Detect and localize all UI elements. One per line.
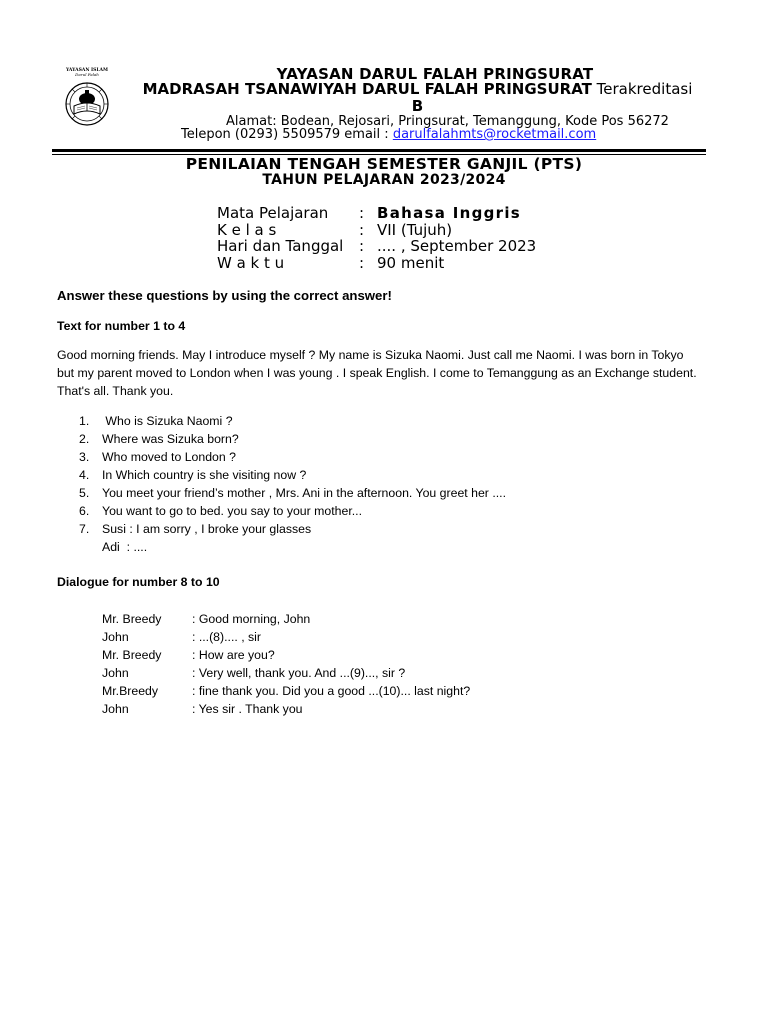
dialogue-line: : Good morning, John [192,612,311,626]
exam-year: TAHUN PELAJARAN 2023/2024 [262,172,506,188]
paragraph-line: Good morning friends. May I introduce myself ? My name is Sizuka Naomi. Just call me Naomi. I was born in Tokyo [57,348,684,362]
paragraph-line: That's all. Thank you. [57,384,174,398]
question-item [57,412,506,430]
dialogue-speaker: John [102,666,129,680]
dialogue-row [102,646,470,664]
school-name: MADRASAH TSANAWIYAH DARUL FALAH PRINGSURAT [142,80,592,98]
info-row-date [217,238,536,255]
dialogue-speaker: John [102,630,129,644]
dialogue-line: : Very well, thank you. And ...(9)..., sir ? [192,666,406,680]
foundation-name: YAYASAN DARUL FALAH PRINGSURAT [276,65,594,83]
question-item [57,448,506,466]
logo-top-text: YAYASAN ISLAM [65,68,109,73]
question-item [57,502,506,520]
question-text: Who is Sizuka Naomi ? [102,414,233,428]
question-number [57,538,102,556]
question-text: Where was Sizuka born? [102,432,239,446]
question-item [57,466,506,484]
dialogue-line: : fine thank you. Did you a good ...(10)... last night? [192,684,471,698]
info-value: 90 menit [377,253,445,272]
info-label: K e l a s [217,220,277,239]
question-list [57,412,506,556]
question-number: 1. [79,414,90,428]
question-number: 5. [79,486,90,500]
info-row-subject [217,205,536,222]
info-sep: : [359,237,365,255]
dialogue-row [102,682,470,700]
question-item [57,520,506,538]
dialogue-speaker: Mr.Breedy [102,684,159,698]
dialogue-row [102,628,470,646]
instruction: Answer these questions by using the correct answer! [57,288,392,303]
info-label: Hari dan Tanggal [217,237,344,255]
accreditation-word: Terakreditasi [596,80,693,98]
info-value: VII (Tujuh) [377,220,453,239]
reading-paragraph [57,346,717,400]
school-address: Alamat: Bodean, Rejosari, Pringsurat, Temanggung, Kode Pos 56272 [226,114,669,129]
school-name-line [120,81,715,115]
question-number: 6. [79,504,90,518]
exam-title: PENILAIAN TENGAH SEMESTER GANJIL (PTS) [185,155,583,173]
question-text: You meet your friend’s mother , Mrs. Ani in the afternoon. You greet her .... [102,486,506,500]
school-contact [181,127,596,142]
info-value: .... , September 2023 [377,237,537,255]
school-logo [56,66,118,128]
info-sep: : [359,253,365,272]
dialogue-line: : Yes sir . Thank you [192,702,303,716]
dialogue-heading: Dialogue for number 8 to 10 [57,575,220,589]
question-number: 4. [79,468,90,482]
info-sep: : [359,220,365,239]
accreditation-grade: B [411,97,424,115]
question-item [57,538,506,556]
question-number: 3. [79,450,90,464]
dialogue-line: : How are you? [192,648,275,662]
info-row-class [217,222,536,239]
dialogue-speaker: Mr. Breedy [102,612,162,626]
dialogue-row [102,664,470,682]
question-text: Who moved to London ? [102,450,236,464]
question-number: 7. [79,522,90,536]
logo-sub-text: Darul Falah [75,72,99,77]
info-sep: : [359,204,365,222]
dialogue-row [102,700,470,718]
exam-info [217,205,536,271]
info-label: Mata Pelajaran [217,204,329,222]
question-text: Susi : I am sorry , I broke your glasses [102,522,312,536]
header-divider-thick [52,149,706,152]
text-heading: Text for number 1 to 4 [57,319,186,333]
question-text: In Which country is she visiting now ? [102,468,307,482]
question-item [57,484,506,502]
school-logo-icon [56,66,118,128]
dialogue-row [102,610,470,628]
question-text: You want to go to bed. you say to your mother... [102,504,362,518]
info-row-time [217,255,536,272]
dialogue [102,610,470,718]
info-label: W a k t u [217,253,285,272]
dialogue-speaker: John [102,702,129,716]
paragraph-line: but my parent moved to London when I was young . I speak English. I come to Temanggung as an Exchange student. [57,366,697,380]
question-item [57,430,506,448]
info-value: Bahasa Inggris [377,204,522,222]
email-link[interactable]: darulfalahmts@rocketmail.com [392,127,597,142]
dialogue-speaker: Mr. Breedy [102,648,162,662]
question-text: Adi : .... [102,540,148,554]
phone-text: Telepon (0293) 5509579 email : [181,127,393,142]
dialogue-line: : ...(8).... , sir [192,630,262,644]
question-number: 2. [79,432,90,446]
